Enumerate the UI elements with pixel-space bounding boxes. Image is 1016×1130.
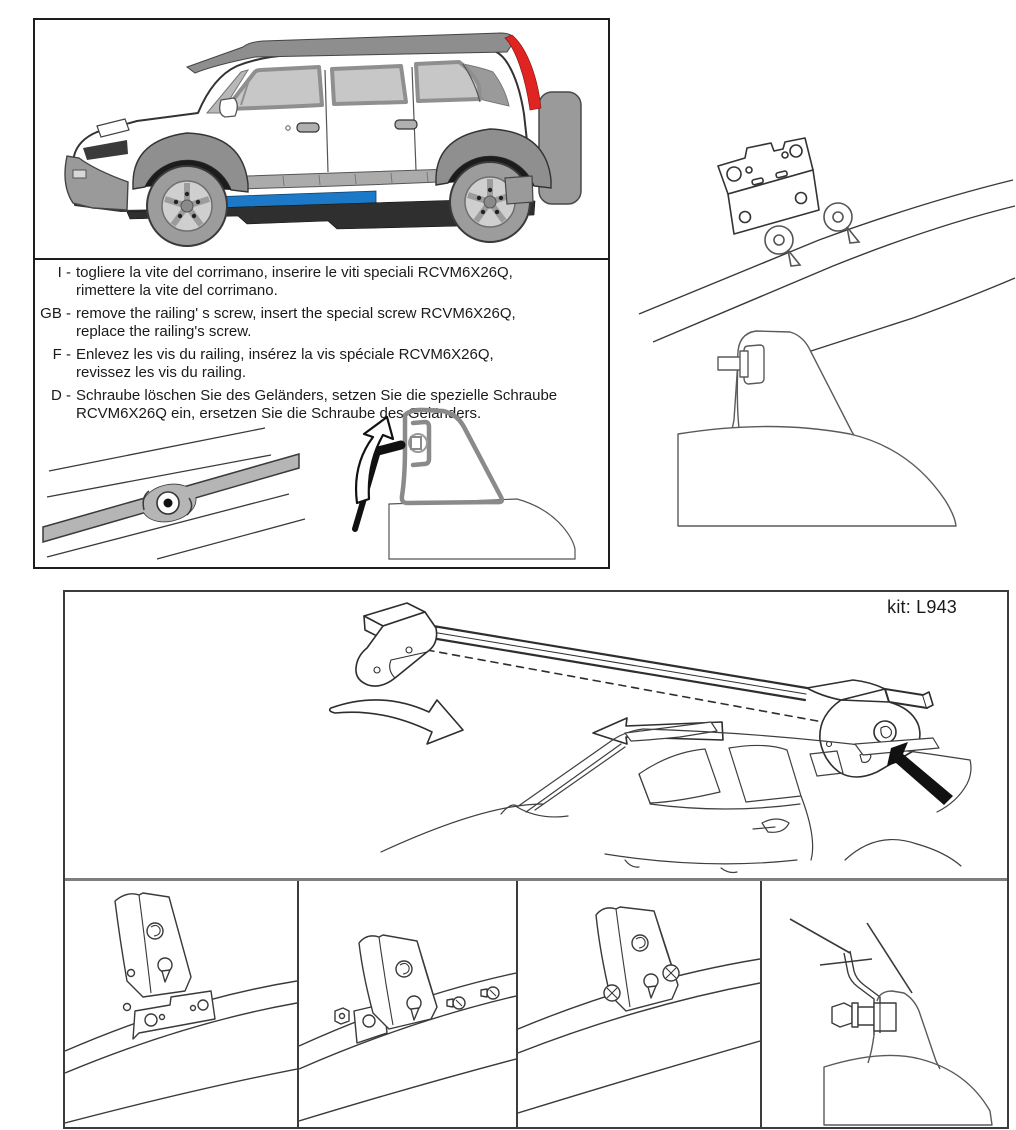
language-label: I -	[57, 264, 71, 281]
language-label: D -	[51, 387, 71, 404]
step4-cross-section-figure	[760, 881, 1007, 1127]
mini-figures-row	[37, 407, 605, 565]
step2-screws-and-nut-figure	[297, 881, 516, 1127]
kit-box	[63, 590, 1009, 1129]
instruction-line: remove the railing' s screw, insert the special screw RCVM6X26Q,	[76, 305, 516, 322]
language-label: GB -	[40, 305, 71, 322]
step3-foot-secured-figure	[516, 881, 760, 1127]
instruction-line: togliere la vite del corrimano, inserire le viti speciali RCVM6X26Q,	[76, 264, 513, 281]
instruction-row-fr	[37, 346, 603, 382]
crossbar-mounting-figure	[65, 592, 1007, 876]
instruction-line: RCVM6X26Q ein, ersetzen Sie die Schraube des Geländers.	[76, 405, 482, 422]
rail-screw-closeup-figure	[37, 407, 321, 565]
kit-main-illustration	[65, 592, 1007, 876]
foot-section-screw-figure	[660, 320, 1016, 555]
instruction-row-gb	[37, 305, 603, 341]
instruction-line: revissez les vis du railing.	[76, 364, 247, 381]
kit-label: kit: L943	[887, 597, 957, 617]
step1-foot-over-bracket-figure	[65, 881, 297, 1127]
language-label: F -	[52, 346, 71, 363]
instruction-line: rimettere la vite del corrimano.	[76, 282, 278, 299]
car-illustration-area	[35, 20, 608, 257]
divider	[35, 258, 608, 260]
screw-tool-section-figure	[321, 407, 605, 565]
side-mirror	[220, 98, 238, 117]
instruction-line: Enlevez les vis du railing, insérez la vis spéciale RCVM6X26Q,	[76, 346, 494, 363]
installation-steps-row	[65, 881, 1007, 1127]
placement-arrow-icon	[330, 700, 463, 744]
rear-door-window	[332, 66, 406, 104]
instruction-line: Schraube löschen Sie des Geländers, setzen Sie die spezielle Schraube	[76, 387, 558, 404]
instruction-row-it	[37, 264, 603, 300]
instruction-box	[33, 18, 610, 569]
instruction-text-block	[37, 264, 603, 428]
front-wheel	[147, 166, 227, 246]
screw-arrow-icon	[887, 742, 953, 805]
car-side-view-figure	[35, 20, 608, 257]
bracket-washers-figure	[633, 118, 1016, 353]
instruction-line: replace the railing's screw.	[76, 323, 252, 340]
